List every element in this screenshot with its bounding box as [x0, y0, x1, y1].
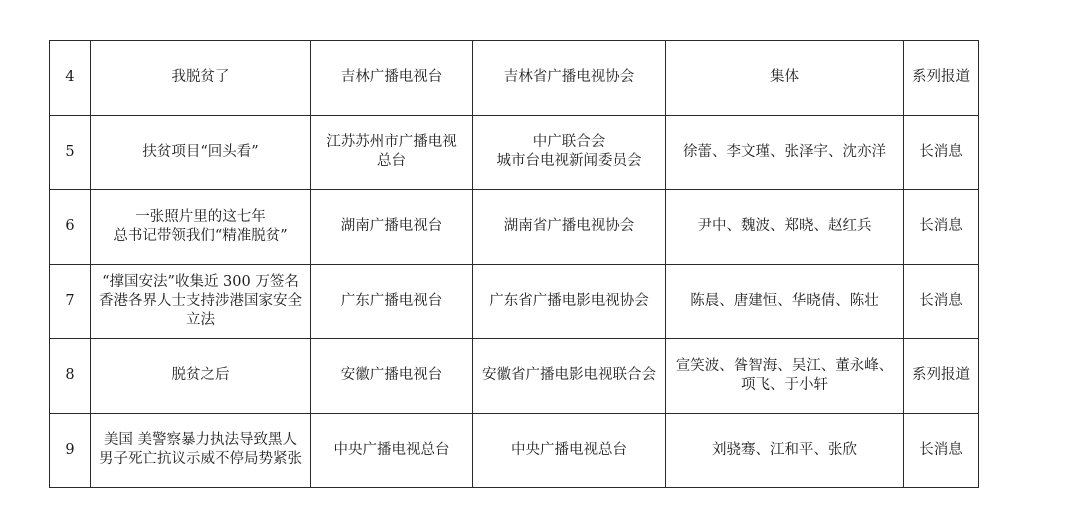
cell-text-line: 中央广播电视总台 [511, 441, 627, 458]
producing-unit-cell [311, 264, 473, 339]
cell-text-line: 中央广播电视总台 [333, 441, 450, 458]
cell-text-line: 安徽省广播电影电视联合会 [482, 367, 656, 384]
producing-unit-cell [311, 413, 473, 488]
work-title-cell [91, 264, 311, 339]
report-type-cell: 长消息 [904, 190, 979, 265]
authors-cell [666, 41, 904, 116]
work-title-cell [91, 413, 311, 488]
table-row [50, 264, 979, 339]
authors-cell [666, 264, 904, 339]
entry-number-cell: 8 [50, 339, 91, 414]
table-body [50, 41, 979, 488]
cell-text-line: 吉林广播电视台 [340, 69, 443, 86]
entry-number-cell: 7 [50, 264, 91, 339]
cell-text-line: 宣笑波、昝智海、吴江、董永峰、 [675, 357, 894, 374]
cell-text-line: 美国 美警察暴力执法导致黑人 [103, 432, 298, 449]
entry-number-cell: 4 [50, 41, 91, 116]
cell-text-line: 徐蕾、李文瑾、张泽宇、沈亦洋 [683, 143, 886, 160]
cell-text-line: 项飞、于小轩 [741, 376, 828, 393]
entry-number-cell: 5 [50, 115, 91, 190]
cell-text-line: 尹中、魏波、郑晓、赵红兵 [697, 218, 872, 235]
report-type-cell: 长消息 [904, 115, 979, 190]
report-type-cell: 系列报道 [904, 41, 979, 116]
authors-cell [666, 190, 904, 265]
cell-text-line: 刘骁骞、江和平、张欣 [712, 441, 857, 458]
cell-text-line: 我脱贫了 [171, 69, 230, 86]
nominating-unit-cell [473, 115, 666, 190]
cell-text-line: 湖南省广播电视协会 [503, 218, 635, 235]
work-title-cell [91, 41, 311, 116]
cell-text-line: 脱贫之后 [171, 367, 230, 384]
entry-number-cell: 9 [50, 413, 91, 488]
cell-text-line: 总台 [377, 153, 406, 170]
cell-text-line: 集体 [770, 69, 799, 86]
authors-cell [666, 115, 904, 190]
table-row [50, 339, 979, 414]
producing-unit-cell [311, 41, 473, 116]
table-row [50, 41, 979, 116]
cell-text-line: 吉林省广播电视协会 [503, 69, 635, 86]
nominating-unit-cell [473, 41, 666, 116]
cell-text-line: 陈晨、唐建恒、华晓倩、陈壮 [690, 292, 879, 309]
cell-text-line: 安徽广播电视台 [340, 367, 443, 384]
cell-text-line: 立法 [186, 311, 215, 328]
producing-unit-cell [311, 190, 473, 265]
nominating-unit-cell [473, 339, 666, 414]
cell-text-line: “撑国安法”收集近 300 万签名 [102, 273, 299, 290]
table-row [50, 190, 979, 265]
table-row [50, 115, 979, 190]
work-title-cell [91, 339, 311, 414]
report-type-cell: 长消息 [904, 264, 979, 339]
cell-text-line: 总书记带领我们“精准脱贫” [113, 227, 288, 244]
report-type-cell: 长消息 [904, 413, 979, 488]
authors-cell [666, 339, 904, 414]
report-type-cell: 系列报道 [904, 339, 979, 414]
awards-document [49, 40, 978, 488]
work-title-cell [91, 190, 311, 265]
nominating-unit-cell [473, 264, 666, 339]
cell-text-line: 湖南广播电视台 [340, 218, 443, 235]
cell-text-line: 一张照片里的这七年 [135, 208, 266, 225]
producing-unit-cell [311, 115, 473, 190]
nominating-unit-cell [473, 413, 666, 488]
nominating-unit-cell [473, 190, 666, 265]
entry-number-cell: 6 [50, 190, 91, 265]
cell-text-line: 广东广播电视台 [340, 292, 443, 309]
awards-table [49, 40, 979, 488]
cell-text-line: 扶贫项目“回头看” [142, 143, 259, 160]
cell-text-line: 广东省广播电影电视协会 [489, 292, 649, 309]
producing-unit-cell [311, 339, 473, 414]
cell-text-line: 江苏苏州市广播电视 [326, 134, 457, 151]
work-title-cell [91, 115, 311, 190]
authors-cell [666, 413, 904, 488]
cell-text-line: 中广联合会 [532, 134, 606, 151]
table-row [50, 413, 979, 488]
cell-text-line: 香港各界人士支持涉港国家安全 [99, 292, 302, 309]
cell-text-line: 男子死亡抗议示威不停局势紧张 [99, 451, 302, 468]
cell-text-line: 城市台电视新闻委员会 [496, 153, 642, 170]
